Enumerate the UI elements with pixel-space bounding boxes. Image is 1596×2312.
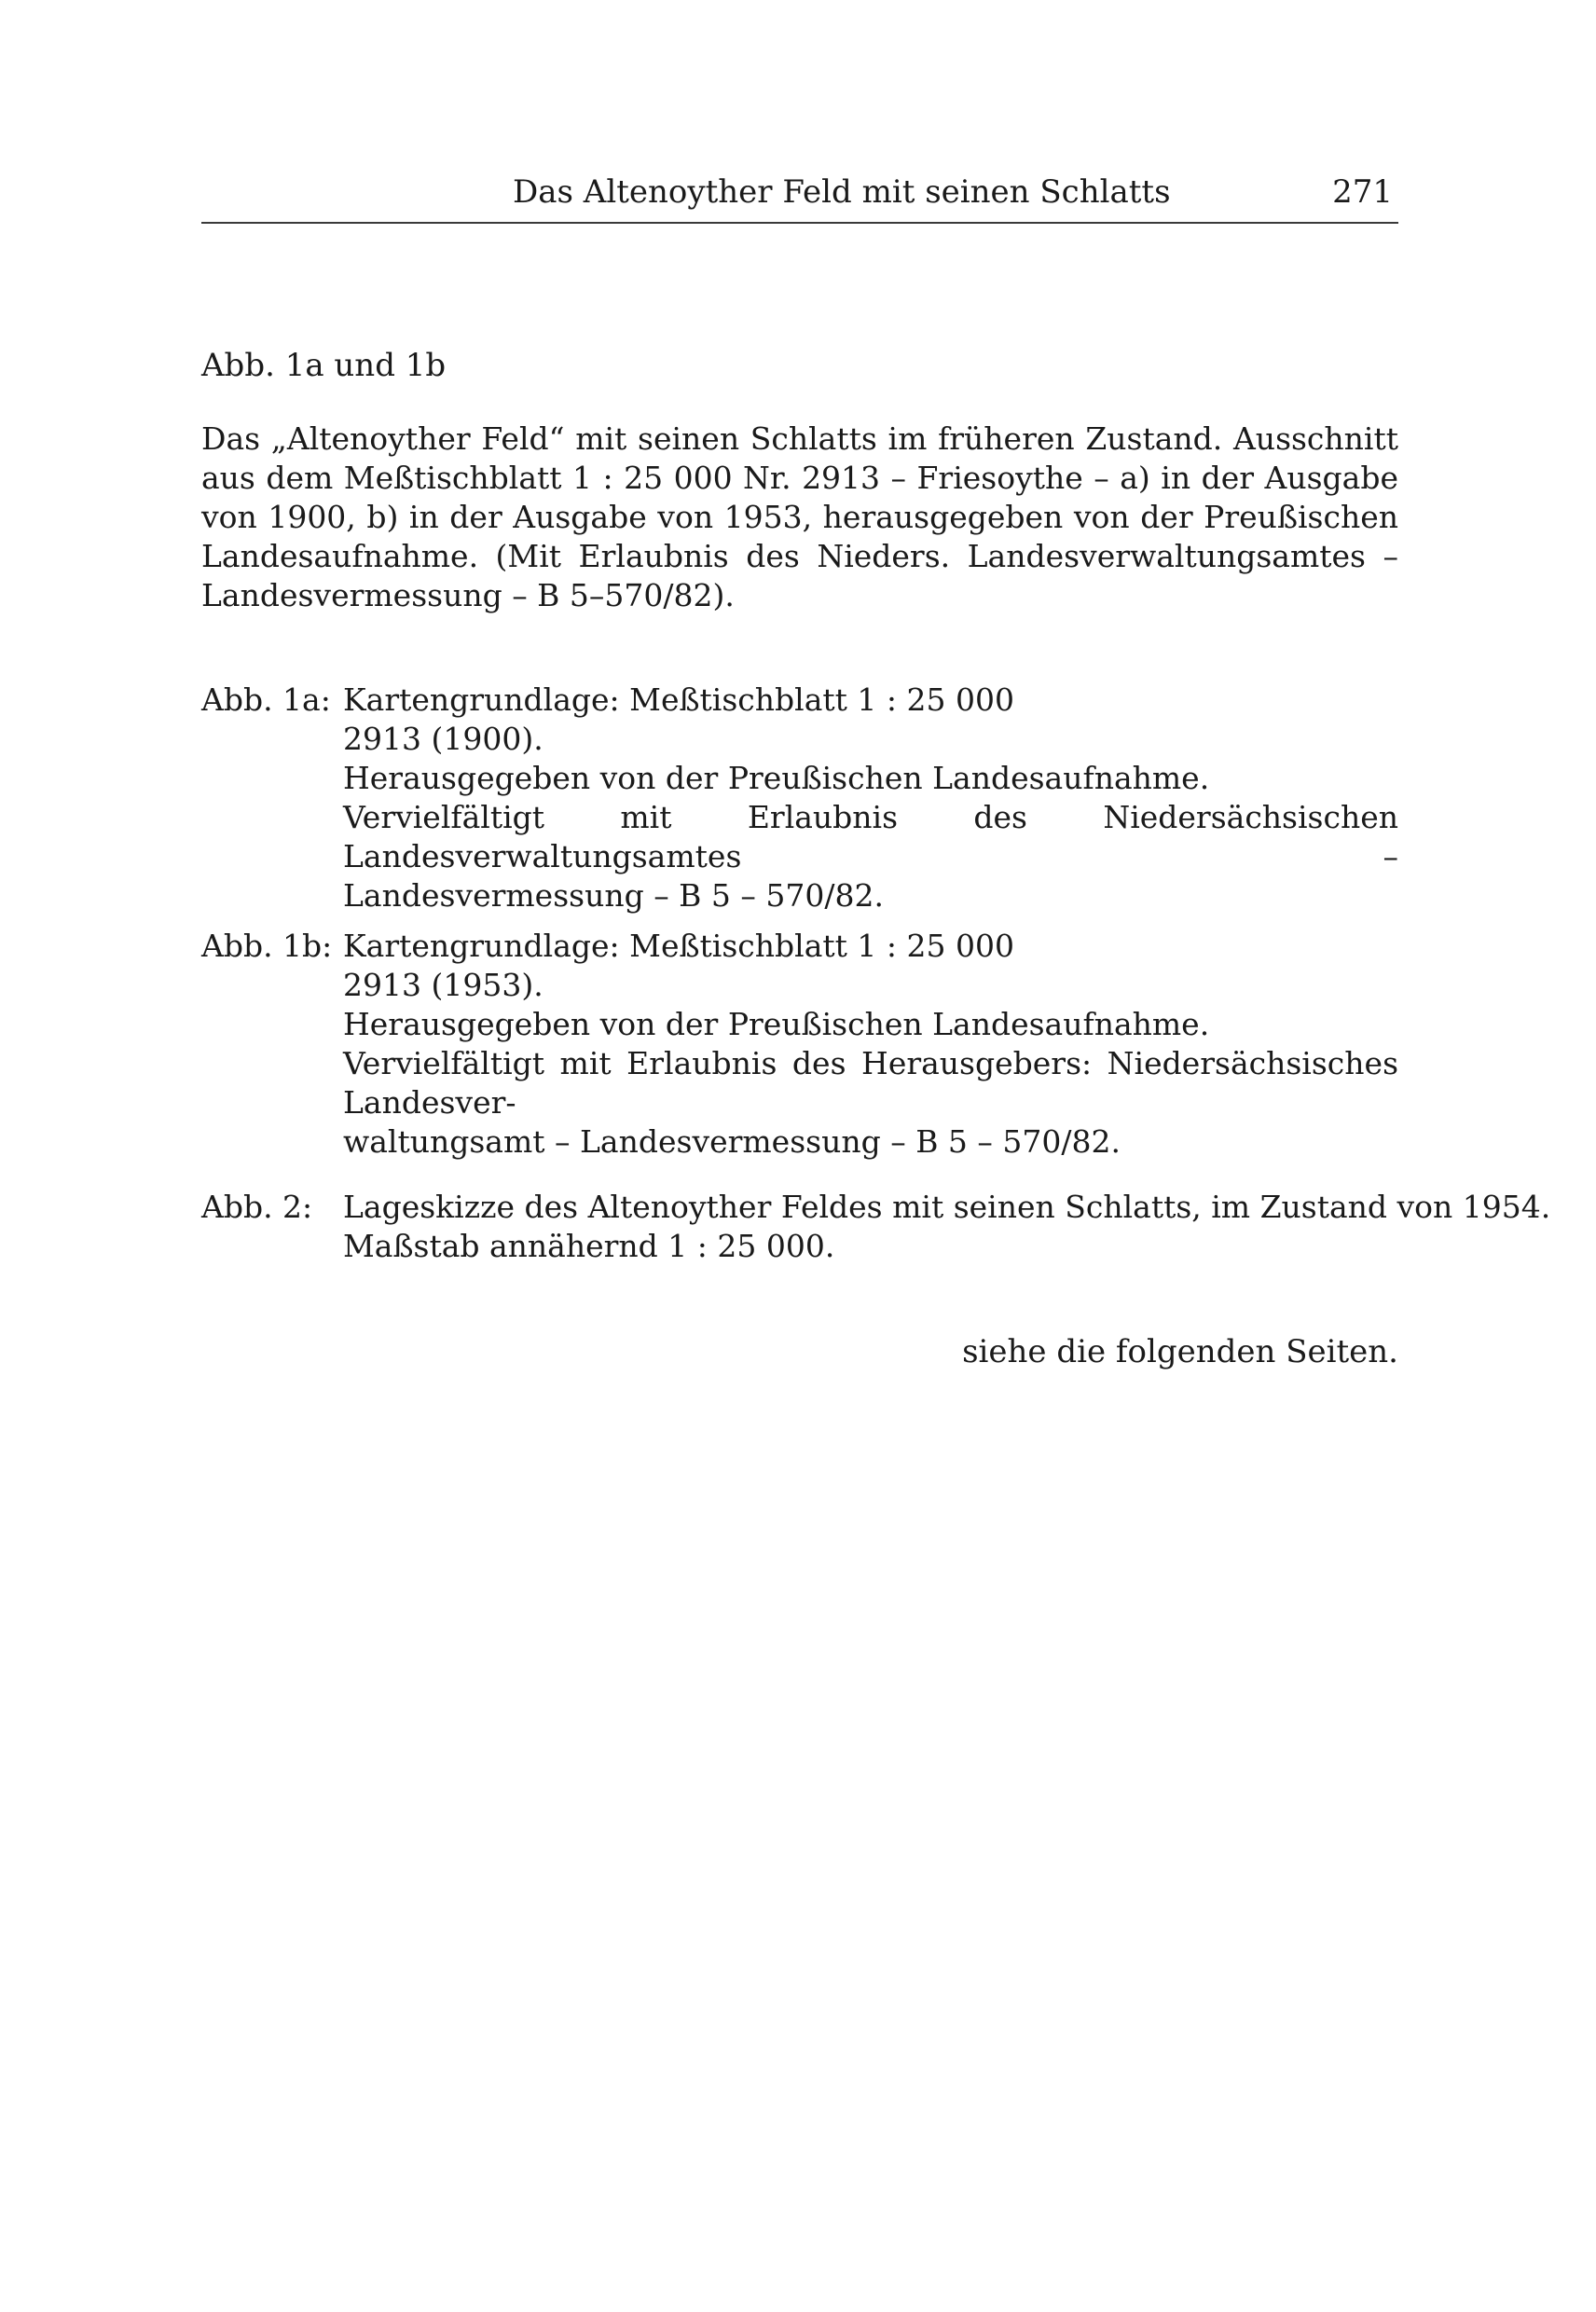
figure-line: Herausgegeben von der Preußischen Landesaufnahme. (343, 1006, 1210, 1042)
figure-description (343, 681, 1398, 915)
figure-entry-2 (201, 1188, 1551, 1272)
figure-entry-1b (201, 927, 1398, 1160)
figure-label: Abb. 1b: (201, 928, 333, 964)
figure-description (343, 1188, 1551, 1266)
figure-line: Lageskizze des Altenoyther Feldes mit seinen Schlatts, im Zustand von 1954. (343, 1189, 1551, 1225)
figure-label: Abb. 1a: (201, 681, 331, 718)
figure-line: Maßstab annähernd 1 : 25 000. (343, 1228, 835, 1264)
figure-caption: Das „Altenoyther Feld“ mit seinen Schlatts im früheren Zustand. Ausschnitt aus dem Meßtischblatt 1 : 25 000 Nr. 2913 – Friesoythe – a) in der Ausgabe von 1900, b) in der Ausgabe von 1953, herausgegeben von der Preußischen Landesaufnahme. (Mit Erlaubnis des Nieders. Landesverwaltungsamtes – Landesvermessung – B 5–570/82). (201, 420, 1398, 613)
continuation-note: siehe die folgenden Seiten. (962, 1333, 1398, 1370)
figure-entry-1a (201, 681, 1398, 914)
figure-line: Vervielfältigt mit Erlaubnis des Herausgebers: Niedersächsisches Landesver- (343, 1045, 1398, 1121)
figure-line: waltungsamt – Landesvermessung – B 5 – 570/82. (343, 1123, 1121, 1160)
running-header (201, 168, 1398, 224)
header-rule (201, 222, 1398, 224)
figure-description (343, 927, 1398, 1162)
figure-label: Abb. 2: (201, 1189, 313, 1225)
figure-line: Kartengrundlage: Meßtischblatt 1 : 25 000 (343, 681, 1014, 718)
figure-line: Herausgegeben von der Preußischen Landesaufnahme. (343, 760, 1210, 796)
page-number: 271 (1332, 173, 1393, 211)
figure-line: Landesvermessung – B 5 – 570/82. (343, 877, 884, 914)
figure-line: Kartengrundlage: Meßtischblatt 1 : 25 000 (343, 928, 1014, 964)
figure-line: 2913 (1953). (343, 967, 543, 1003)
figure-line: 2913 (1900). (343, 721, 543, 757)
running-title: Das Altenoyther Feld mit seinen Schlatts (513, 173, 1171, 211)
figure-heading: Abb. 1a und 1b (201, 347, 447, 384)
figure-line: Vervielfältigt mit Erlaubnis des Niedersächsischen Landesverwaltungsamtes – (343, 799, 1398, 874)
